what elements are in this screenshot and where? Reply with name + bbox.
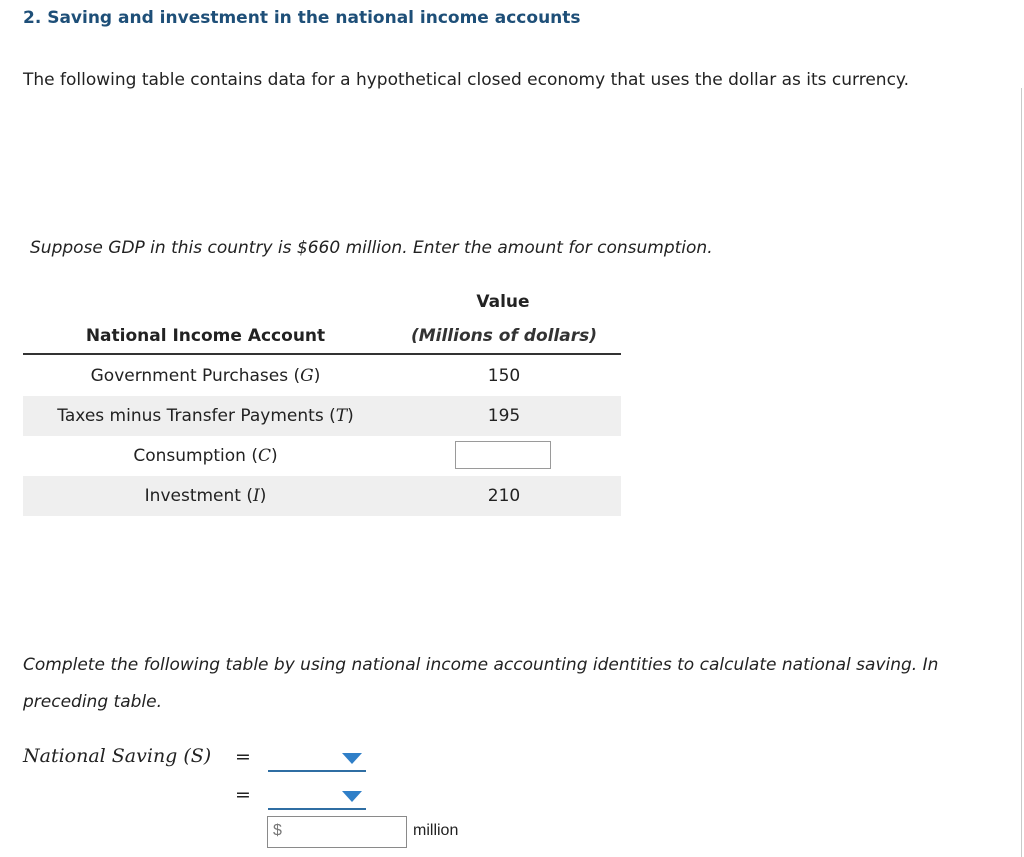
value-header-line2: (Millions of dollars) — [410, 326, 598, 346]
question-text: Suppose GDP in this country is $660 million. Enter the amount for consumption. — [30, 238, 713, 258]
national-saving-label: National Saving (S) — [23, 745, 212, 767]
saving-term-dropdown-2[interactable] — [268, 788, 366, 810]
symbol-c: C — [257, 446, 271, 466]
header-rule — [23, 353, 621, 355]
row-label: Taxes minus Transfer Payments (T) — [57, 406, 354, 426]
row-label: Consumption (C) — [133, 446, 278, 466]
symbol-g: G — [300, 366, 314, 386]
unit-label: million — [413, 822, 459, 839]
consumption-input[interactable] — [455, 441, 551, 469]
symbol-t: T — [335, 406, 348, 426]
instructions-line1: Complete the following table by using national income accounting identities to calculate national saving. In — [23, 655, 939, 675]
saving-term-dropdown-1[interactable] — [268, 750, 366, 772]
chevron-down-icon — [342, 791, 362, 802]
dollar-sign: $ — [273, 822, 282, 839]
table-row-taxes — [23, 396, 621, 436]
row-value: 150 — [487, 366, 521, 386]
account-header: National Income Account — [85, 326, 326, 346]
value-header-line1: Value — [476, 292, 530, 312]
row-value: 210 — [487, 486, 521, 506]
symbol-i: I — [252, 486, 260, 506]
table-row-consumption — [23, 436, 621, 476]
intro-text: The following table contains data for a hypothetical closed economy that uses the dollar as its currency. — [23, 70, 909, 90]
table-row-investment — [23, 476, 621, 516]
national-saving-input[interactable] — [267, 816, 407, 848]
row-label: Government Purchases (G) — [90, 366, 321, 386]
equals-sign-1: = — [235, 746, 251, 768]
chevron-down-icon — [342, 753, 362, 764]
equals-sign-2: = — [235, 784, 251, 806]
table-row-government — [23, 356, 621, 396]
page-title: 2. Saving and investment in the national income accounts — [23, 8, 581, 28]
instructions-line2: preceding table. — [23, 692, 162, 712]
row-label: Investment (I) — [144, 486, 267, 506]
row-value: 195 — [487, 406, 521, 426]
right-divider — [1021, 88, 1022, 857]
